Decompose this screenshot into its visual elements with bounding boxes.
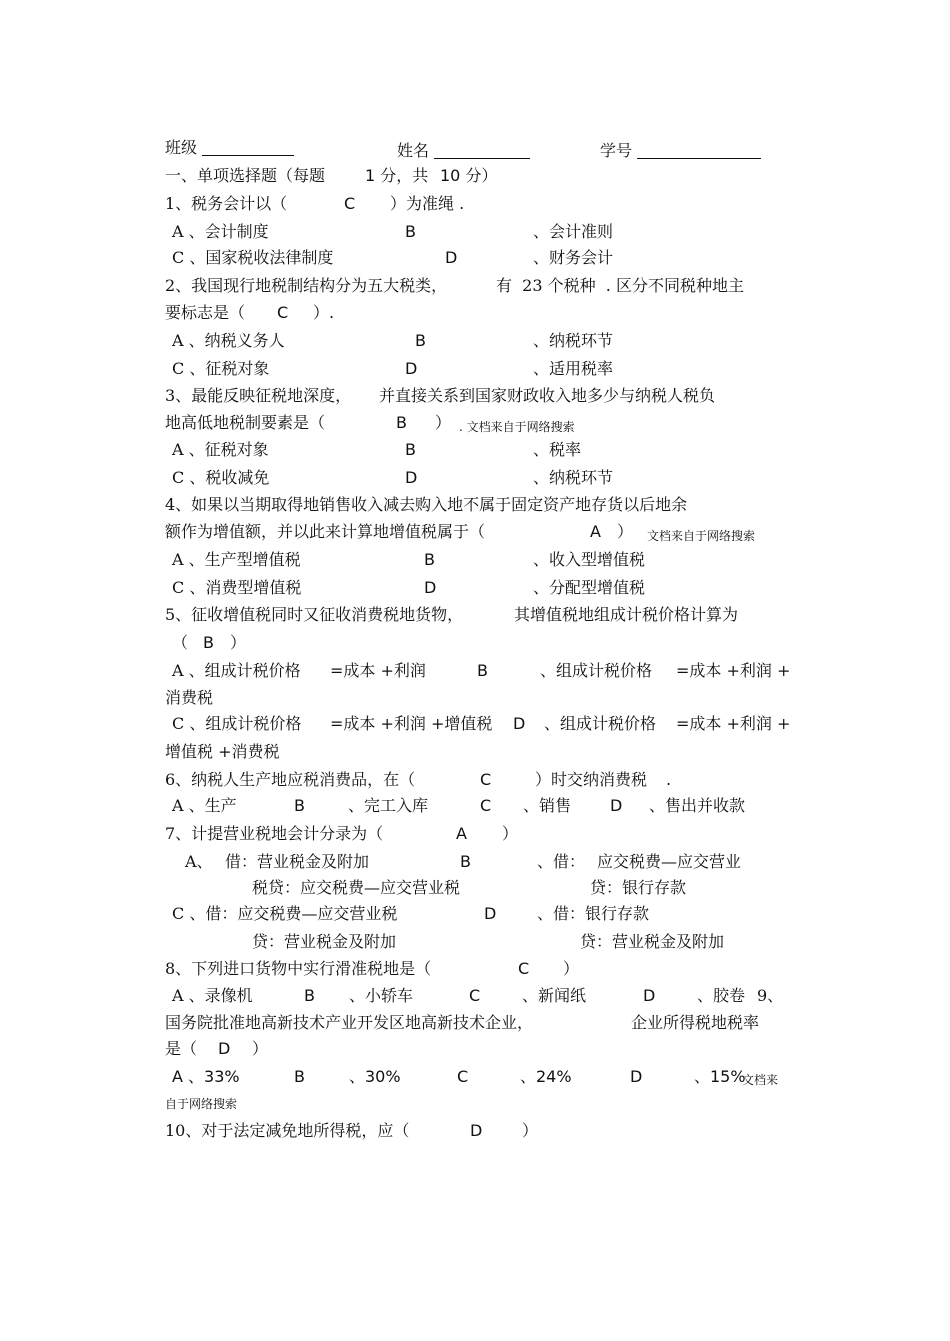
q9-number: 9、 <box>757 986 784 1005</box>
q5-answer: B <box>203 633 214 652</box>
q4-option-d: 、分配型增值税 <box>533 578 646 597</box>
q6-option-d: 、售出并收款 <box>649 796 746 815</box>
q2-stem-1: 2、我国现行地税制结构分为五大税类， <box>165 276 448 295</box>
q4-option-a: A 、生产型增值税 <box>172 550 301 569</box>
class-field[interactable] <box>202 139 294 156</box>
q9-answer: D <box>218 1039 231 1058</box>
q8-option-a: A 、录像机 <box>172 986 253 1005</box>
q3-stem-1: 3、最能反映征税地深度， <box>165 386 352 405</box>
q8-option-c: 、新闻纸 <box>522 986 587 1005</box>
q6-stem: 6、纳税人生产地应税消费品，在（ <box>165 770 416 789</box>
q2-stem-1b: 有 23 个税种 . 区分不同税种地主 <box>496 276 744 295</box>
q7-option-d-line-1: 、借：银行存款 <box>537 904 650 923</box>
q5-option-a-formula: =成本 +利润 <box>330 661 426 680</box>
q6-option-b-letter: B <box>294 796 305 815</box>
q8-option-d-letter: D <box>643 986 656 1005</box>
q1-option-d-letter: D <box>445 248 458 267</box>
q5-option-b-cont: 消费税 <box>165 688 214 707</box>
q8-option-b: 、小轿车 <box>349 986 414 1005</box>
q2-option-c: C 、征税对象 <box>172 359 270 378</box>
q10-stem: 10、对于法定减免地所得税，应（ <box>165 1121 410 1140</box>
q7-option-d-line-2: 贷：营业税金及附加 <box>580 932 725 951</box>
q2-stem-2: 要标志是（ <box>165 303 246 322</box>
section-score: 1 分，共 <box>365 166 429 185</box>
q3-answer: B <box>396 413 407 432</box>
q8-stem: 8、下列进口货物中实行滑准税地是（ <box>165 959 432 978</box>
q8-option-c-letter: C <box>469 986 481 1005</box>
student-id-label <box>600 141 761 161</box>
q3-source-note: . 文档来自于网络搜索 <box>459 420 575 434</box>
q6-option-b: 、完工入库 <box>348 796 429 815</box>
student-id-field[interactable] <box>637 142 761 159</box>
q4-option-d-letter: D <box>424 578 437 597</box>
q5-option-b-formula: =成本 +利润 + <box>676 661 791 680</box>
q4-option-b-letter: B <box>424 550 435 569</box>
q7-option-b-letter: B <box>460 852 471 871</box>
q4-stem-2: 额作为增值额，并以此来计算地增值税属于（ <box>165 522 486 541</box>
q7-option-c-line-1: C 、借：应交税费—应交营业税 <box>172 904 398 923</box>
q4-answer: A <box>590 522 601 541</box>
q7-option-a-letter: A、 <box>185 852 213 871</box>
q4-stem-1: 4、如果以当期取得地销售收入减去购入地不属于固定资产地存货以后地余 <box>165 495 688 514</box>
q1-option-d: 、财务会计 <box>533 248 614 267</box>
q5-option-d-letter: D <box>513 714 526 733</box>
q9-stem-1b: 企业所得税地税率 <box>631 1013 760 1032</box>
q5-option-b: 、组成计税价格 <box>540 661 653 680</box>
q1-option-b: 、会计准则 <box>533 222 614 241</box>
q9-stem-2: 是（ <box>165 1039 198 1058</box>
q5-option-b-letter: B <box>477 661 488 680</box>
q9-option-b: 、30% <box>349 1067 401 1086</box>
q8-tail: ） <box>563 959 580 978</box>
section-title <box>165 166 325 186</box>
q9-tail: ） <box>252 1039 269 1058</box>
q5-option-d: 、组成计税价格 <box>544 714 657 733</box>
q7-stem: 7、计提营业税地会计分录为（ <box>165 824 384 843</box>
q10-answer: D <box>470 1121 483 1140</box>
q2-option-b-letter: B <box>415 331 426 350</box>
q3-tail: ） <box>435 413 452 432</box>
q3-option-b: 、税率 <box>533 440 582 459</box>
q5-stem-1b: 其增值税地组成计税价格计算为 <box>514 605 739 624</box>
q2-option-b: 、纳税环节 <box>533 331 614 350</box>
q3-option-a: A 、征税对象 <box>172 440 269 459</box>
q9-source-note-2: 自于网络搜索 <box>165 1097 238 1111</box>
q6-option-c-letter: C <box>480 796 492 815</box>
q9-option-b-letter: B <box>294 1067 305 1086</box>
q1-stem: 1、税务会计以（ <box>165 194 288 213</box>
q9-option-c: 、24% <box>520 1067 572 1086</box>
q7-option-b-line-2: 贷：银行存款 <box>590 878 687 897</box>
q2-option-a: A 、纳税义务人 <box>172 331 285 350</box>
q1-tail: ）为准绳 . <box>390 194 465 213</box>
q7-option-a-line-1: 借：营业税金及附加 <box>225 852 370 871</box>
q6-option-d-letter: D <box>610 796 623 815</box>
q8-option-b-letter: B <box>304 986 315 1005</box>
class-label <box>165 138 294 158</box>
q1-option-a: A 、会计制度 <box>172 222 269 241</box>
q4-source-note: 文档来自于网络搜索 <box>647 529 756 543</box>
q9-option-a: A 、33% <box>172 1067 240 1086</box>
q4-tail: ） <box>617 522 634 541</box>
q6-tail: ）时交纳消费税 <box>535 770 648 789</box>
q1-option-b-letter: B <box>405 222 416 241</box>
q4-option-c: C 、消费型增值税 <box>172 578 302 597</box>
q9-option-d: 、15% <box>694 1067 746 1086</box>
q8-answer: C <box>518 959 530 978</box>
q6-option-a: A 、生产 <box>172 796 237 815</box>
q5-option-c: C 、组成计税价格 <box>172 714 302 733</box>
q2-option-d: 、适用税率 <box>533 359 614 378</box>
q2-answer: C <box>277 303 289 322</box>
q9-option-d-letter: D <box>630 1067 643 1086</box>
q7-tail: ） <box>502 824 519 843</box>
q3-option-d: 、纳税环节 <box>533 468 614 487</box>
q2-tail: ）. <box>313 303 335 322</box>
q9-stem-1: 国务院批准地高新技术产业开发区地高新技术企业， <box>165 1013 534 1032</box>
student-id-label-text: 学号 <box>600 141 633 160</box>
q5-option-d-cont: 增值税 +消费税 <box>165 742 280 761</box>
q5-option-c-formula: =成本 +利润 +增值税 <box>330 714 493 733</box>
q4-option-b: 、收入型增值税 <box>533 550 646 569</box>
q1-answer: C <box>344 194 356 213</box>
name-label <box>397 141 530 161</box>
q8-option-d: 、胶卷 <box>697 986 746 1005</box>
q10-tail: ） <box>522 1121 539 1140</box>
q6-option-c: 、销售 <box>523 796 572 815</box>
section-total: 10 分） <box>440 166 498 185</box>
q3-stem-1b: 并直接关系到国家财政收入地多少与纳税人税负 <box>379 386 716 405</box>
q9-source-note-1: 文档来 <box>742 1073 779 1087</box>
q5-option-a: A 、组成计税价格 <box>172 661 301 680</box>
q3-option-d-letter: D <box>405 468 418 487</box>
q3-option-c: C 、税收减免 <box>172 468 270 487</box>
q5-tail: ） <box>230 633 247 652</box>
q5-option-d-formula: =成本 +利润 + <box>676 714 791 733</box>
q7-option-b-line-1b: 应交税费—应交营业 <box>597 852 742 871</box>
q6-tail-period: . <box>666 770 672 789</box>
q7-option-d-letter: D <box>484 904 497 923</box>
q5-stem-2-open: （ <box>172 633 189 652</box>
q9-option-c-letter: C <box>457 1067 469 1086</box>
q6-answer: C <box>480 770 492 789</box>
name-label-text: 姓名 <box>397 141 430 160</box>
q7-option-c-line-2: 贷：营业税金及附加 <box>252 932 397 951</box>
q1-option-c: C 、国家税收法律制度 <box>172 248 334 267</box>
q2-option-d-letter: D <box>405 359 418 378</box>
q3-stem-2: 地高低地税制要素是（ <box>165 413 326 432</box>
q7-option-a-line-2: 税贷：应交税费—应交营业税 <box>252 878 461 897</box>
section-title-text: 一、单项选择题（每题 <box>165 166 326 185</box>
q7-answer: A <box>456 824 467 843</box>
q7-option-b-line-1: 、借： <box>537 852 586 871</box>
name-field[interactable] <box>434 142 530 159</box>
class-label-text: 班级 <box>165 138 198 157</box>
q3-option-b-letter: B <box>405 440 416 459</box>
q5-stem-1: 5、征收增值税同时又征收消费税地货物， <box>165 605 464 624</box>
